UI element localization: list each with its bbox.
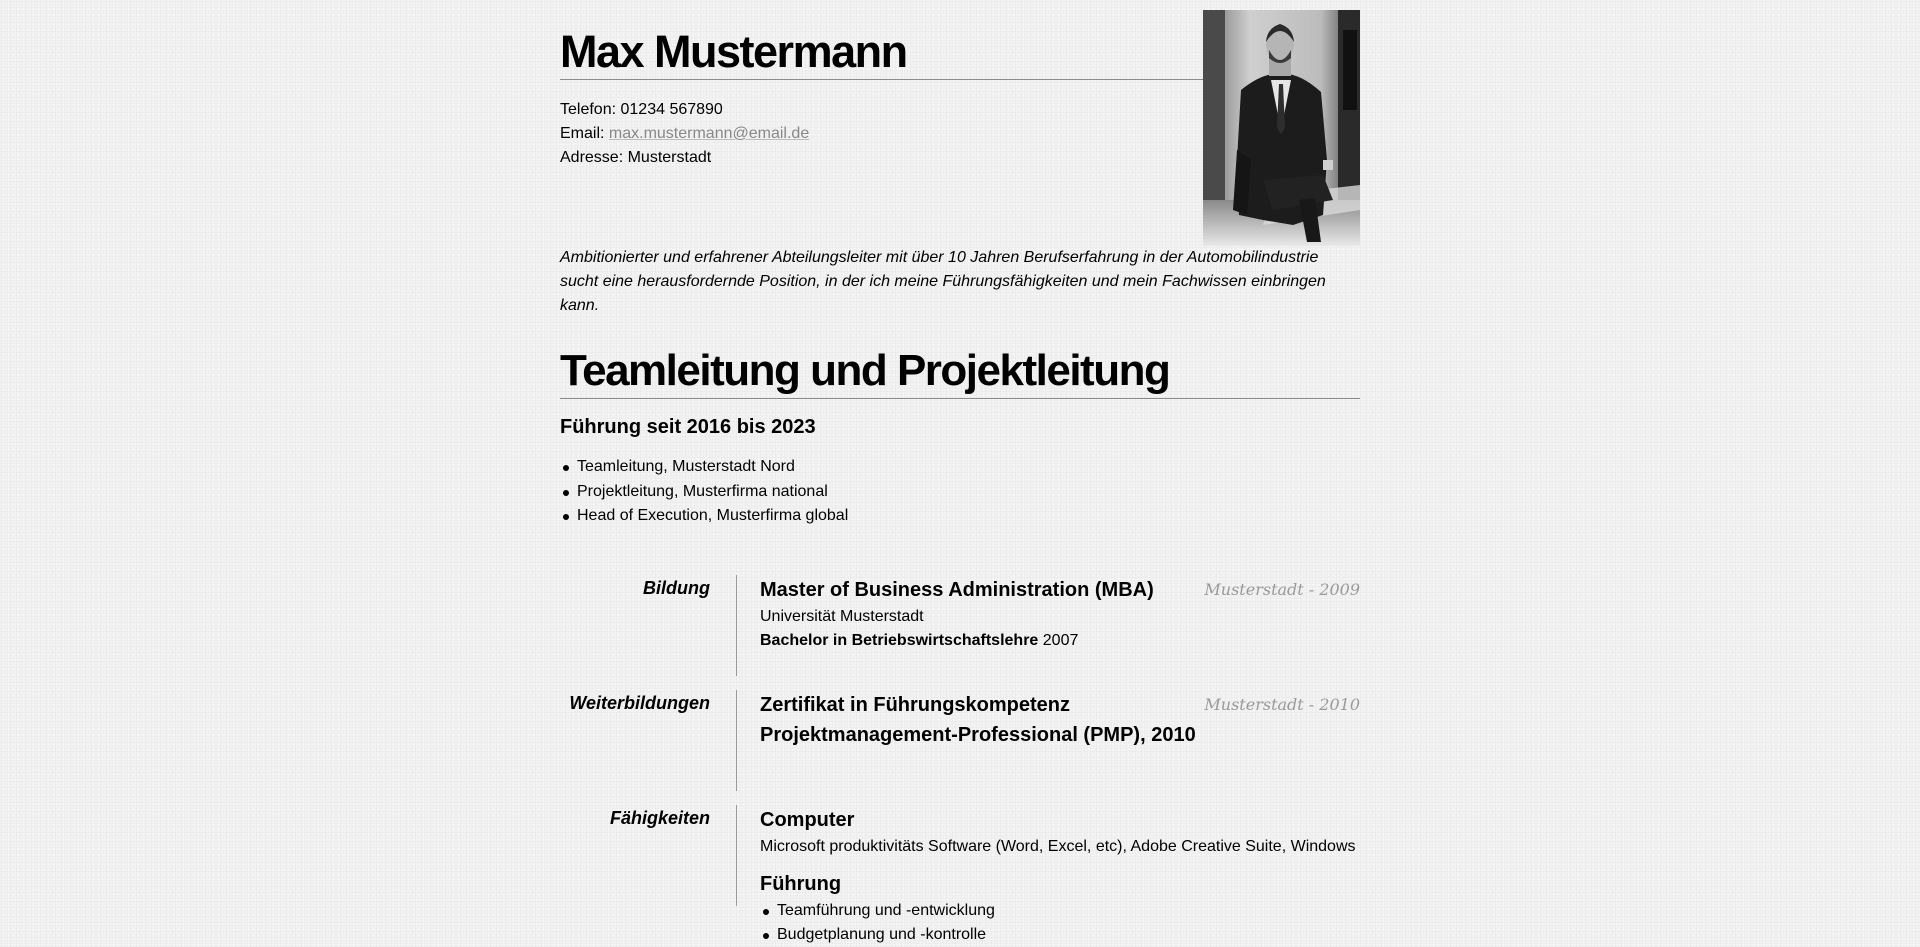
name-divider bbox=[560, 79, 1204, 80]
computer-title: Computer bbox=[760, 809, 855, 831]
portrait-image bbox=[1203, 10, 1360, 246]
contact-info bbox=[560, 98, 809, 170]
person-name: Max Mustermann bbox=[560, 26, 907, 77]
phone-line bbox=[560, 98, 809, 122]
cv-page bbox=[560, 0, 1360, 943]
list-item: Projektleitung, Musterfirma national bbox=[560, 480, 848, 505]
bachelor-degree: Bachelor in Betriebswirtschaftslehre bbox=[760, 632, 1039, 649]
experience-subtitle: Führung seit 2016 bis 2023 bbox=[560, 416, 816, 438]
training-label: Weiterbildungen bbox=[569, 693, 710, 713]
list-item: Teamführung und -entwicklung bbox=[760, 899, 1360, 923]
leadership-title: Führung bbox=[760, 873, 842, 895]
skills-label: Fähigkeiten bbox=[609, 808, 710, 828]
profile-photo bbox=[1203, 10, 1360, 246]
section-divider bbox=[560, 398, 1360, 399]
email-link[interactable]: max.mustermann@email.de bbox=[608, 125, 810, 142]
experience-section-title: Teamleitung und Projektleitung bbox=[560, 346, 1170, 395]
address-value: Musterstadt bbox=[627, 149, 712, 166]
address-line bbox=[560, 146, 809, 170]
address-label: Adresse: bbox=[560, 149, 624, 166]
training-certificate: Zertifikat in Führungskompetenz bbox=[760, 694, 1071, 716]
phone-value: 01234 567890 bbox=[620, 101, 723, 118]
education-row bbox=[560, 575, 1360, 676]
email-label: Email: bbox=[560, 125, 605, 142]
training-pmp: Projektmanagement-Professional (PMP), 2010 bbox=[760, 724, 1196, 746]
bachelor-year: 2007 bbox=[1042, 632, 1079, 649]
computer-skills: Microsoft produktivitäts Software (Word, Excel, etc), Adobe Creative Suite, Windows bbox=[760, 838, 1356, 855]
education-body bbox=[760, 575, 1360, 653]
training-body bbox=[760, 690, 1360, 750]
list-item: Teamleitung, Musterstadt Nord bbox=[560, 455, 848, 480]
row-divider bbox=[736, 805, 737, 906]
education-meta: Musterstadt - 2009 bbox=[1204, 580, 1360, 599]
cv-header bbox=[560, 0, 1360, 314]
leadership-list bbox=[760, 899, 1360, 947]
training-row bbox=[560, 690, 1360, 791]
row-divider bbox=[736, 575, 737, 676]
training-meta: Musterstadt - 2010 bbox=[1204, 695, 1360, 714]
experience-list bbox=[560, 455, 848, 529]
university-name: Universität Musterstadt bbox=[760, 608, 924, 625]
row-divider bbox=[736, 690, 737, 791]
degree-title: Master of Business Administration (MBA) bbox=[760, 579, 1154, 601]
list-item: Budgetplanung und -kontrolle bbox=[760, 923, 1360, 947]
email-line bbox=[560, 122, 809, 146]
skills-row bbox=[560, 805, 1360, 947]
bachelor-line bbox=[760, 629, 1360, 653]
skills-body bbox=[760, 805, 1360, 947]
list-item: Head of Execution, Musterfirma global bbox=[560, 504, 848, 529]
profile-summary: Ambitionierter und erfahrener Abteilungsleiter mit über 10 Jahren Berufserfahrung in der Automobilindustrie sucht eine herausfordernde Position, in der ich meine Führungsfähigkeiten und mein Fachwissen einbringen kann. bbox=[560, 249, 1326, 314]
phone-label: Telefon: bbox=[560, 101, 617, 118]
education-label: Bildung bbox=[643, 578, 710, 598]
